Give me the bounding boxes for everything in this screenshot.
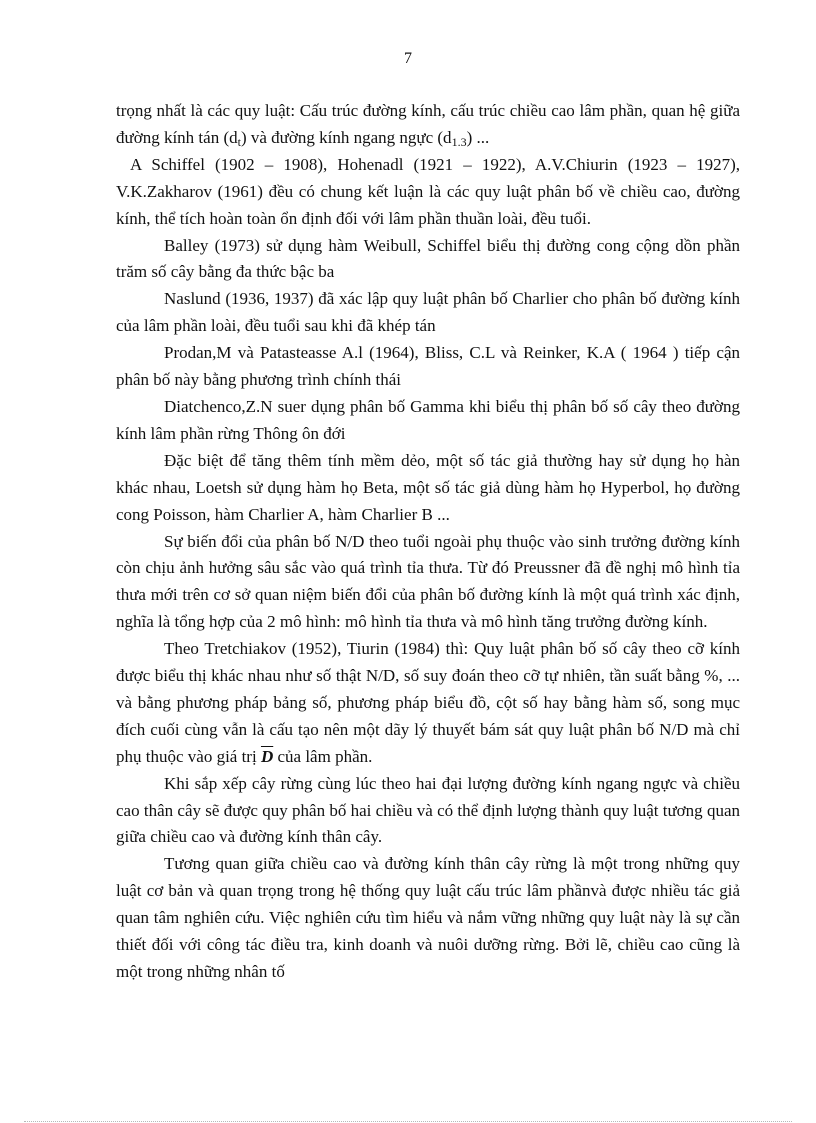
- paragraph-9: [116, 636, 740, 771]
- d-bar-symbol: $\overline{D}$: [260, 746, 274, 766]
- page-number: 7: [404, 50, 412, 67]
- paragraph-1: [116, 98, 740, 152]
- paragraph-11: Tương quan giữa chiều cao và đường kính thân cây rừng là một trong những quy luật cơ bản và quan trọng trong hệ thống quy luật cấu trúc lâm phầnvà được nhiều tác giả quan tâm nghiên cứu. Việc nghiên cứu tìm hiểu và nắm vững những quy luật này là sự cần thiết đối với công tác điều tra, kinh doanh và nuôi dưỡng rừng. Bởi lẽ, chiều cao cũng là một trong những nhân tố: [116, 854, 740, 981]
- paragraph-10: Khi sắp xếp cây rừng cùng lúc theo hai đại lượng đường kính ngang ngực và chiều cao thân cây sẽ được quy phân bố hai chiều và có thể định lượng thành quy luật tương quan giữa chiều cao và đường kính thân cây.: [116, 773, 740, 847]
- paragraph-7: Đặc biệt để tăng thêm tính mềm dẻo, một số tác giả thường hay sử dụng họ hàn khác nhau, Loetsh sử dụng hàm họ Beta, một số tác giả dùng hàm họ Hyperbol, họ đường cong Poisson, hàm Charlier A, hàm Charlier B ...: [116, 450, 740, 524]
- paragraph-6: Diatchenco,Z.N suer dụng phân bố Gamma khi biểu thị phân bố số cây theo đường kính lâm phần rừng Thông ôn đới: [116, 396, 740, 443]
- paragraph-8: Sự biến đổi của phân bố N/D theo tuổi ngoài phụ thuộc vào sinh trưởng đường kính còn chịu ảnh hưởng sâu sắc vào quá trình tỉa thưa. Từ đó Preussner đã đề nghị mô hình tỉa thưa mới trên cơ sở quan niệm biến đổi của phân bố đường kính là một quá trình xác định, nghĩa là tổng hợp của 2 mô hình: mô hình tỉa thưa và mô hình tăng trưởng đường kính.: [116, 531, 740, 632]
- paragraph-9-text-a: Theo Tretchiakov (1952), Tiurin (1984) thì: Quy luật phân bố số cây theo cỡ kính được biểu thị khác nhau như số thật N/D, số suy đoán theo cỡ tự nhiên, tần suất bằng %, ... và bằng phương pháp bảng số, phương pháp biểu đồ, cột số hay bằng hàm số, song mục đích cuối cùng vẫn là cấu tạo nên một dãy lý thuyết bám sát quy luật phân bố N/D mà chỉ phụ thuộc vào giá trị: [116, 639, 740, 766]
- subscript-1-3: 1.3: [451, 134, 467, 149]
- paragraph-3: Balley (1973) sử dụng hàm Weibull, Schiffel biểu thị đường cong cộng dồn phần trăm số cây bằng đa thức bậc ba: [116, 235, 740, 282]
- paragraph-2: A Schiffel (1902 – 1908), Hohenadl (1921 – 1922), A.V.Chiurin (1923 – 1927), V.K.Zakharov (1961) đều có chung kết luận là các quy luật phân bố về chiều cao, đường kính, thể tích hoàn toàn ổn định đối với lâm phần thuần loài, đều tuổi.: [116, 154, 740, 228]
- paragraph-1-text-c: ) ...: [466, 127, 490, 147]
- page-bottom-divider: [24, 1121, 792, 1122]
- paragraph-1-text-a: trọng nhất là các quy luật: Cấu trúc đường kính, cấu trúc chiều cao lâm phần, quan hệ giữa đường kính tán (d: [116, 101, 740, 147]
- paragraph-5: Prodan,M và Patasteasse A.l (1964), Bliss, C.L và Reinker, K.A ( 1964 ) tiếp cận phân bố này bằng phương trình chính thái: [116, 343, 740, 390]
- paragraph-9-text-b: của lâm phần.: [273, 746, 373, 766]
- paragraph-4: Naslund (1936, 1937) đã xác lập quy luật phân bố Charlier cho phân bố đường kính của lâm phần loài, đều tuổi sau khi đã khép tán: [116, 289, 740, 336]
- subscript-t: t: [237, 134, 241, 149]
- paragraph-1-text-b: ) và đường kính ngang ngực (d: [240, 127, 452, 147]
- body-text: [116, 98, 740, 986]
